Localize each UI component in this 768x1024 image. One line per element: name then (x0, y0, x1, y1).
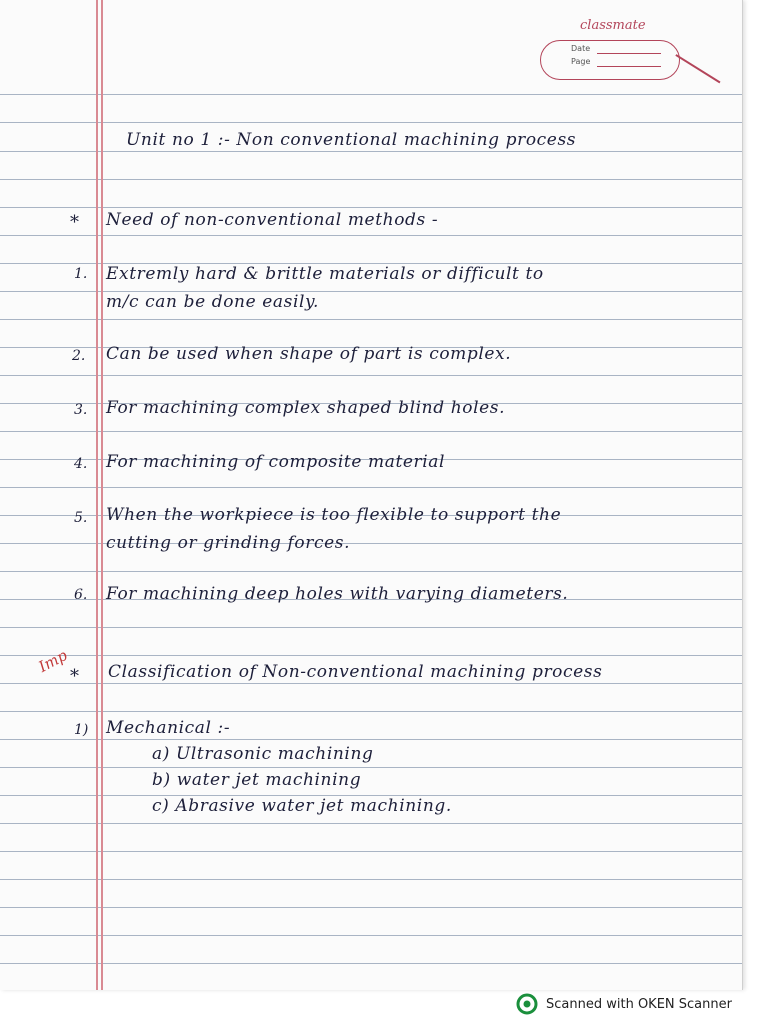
scanner-logo-icon (516, 993, 538, 1015)
point-number: 1. (74, 266, 88, 282)
point-text: For machining complex shaped blind holes. (106, 398, 506, 418)
point-number: 3. (74, 402, 88, 418)
ruled-line (0, 711, 742, 712)
ruled-line (0, 739, 742, 740)
page-label: Page (571, 57, 591, 66)
point-text: Extremly hard & brittle materials or difficult to (106, 264, 544, 284)
stamp-decoration (676, 54, 721, 83)
point-number: 1) (74, 722, 89, 738)
margin-line (96, 0, 98, 990)
date-page-stamp (540, 40, 680, 80)
ruled-line (0, 571, 742, 572)
ruled-line (0, 235, 742, 236)
date-label: Date (571, 44, 591, 53)
ruled-line (0, 431, 742, 432)
point-text: For machining of composite material (106, 452, 446, 472)
point-text: cutting or grinding forces. (106, 533, 351, 553)
ruled-line (0, 179, 742, 180)
ruled-line (0, 207, 742, 208)
point-text: m/c can be done easily. (106, 292, 320, 312)
point-text: For machining deep holes with varying diameters. (106, 584, 569, 604)
page-title: Unit no 1 :- Non conventional machining process (126, 130, 577, 150)
brand-logo: classmate (580, 18, 646, 33)
margin-line (101, 0, 103, 990)
classification-item: b) water jet machining (152, 770, 362, 790)
scanner-watermark (516, 990, 768, 1018)
ruled-line (0, 487, 742, 488)
date-line (597, 53, 661, 54)
scanner-text: Scanned with OKEN Scanner (546, 996, 732, 1012)
classification-item: a) Ultrasonic machining (152, 744, 374, 764)
ruled-line (0, 151, 742, 152)
point-number: 5. (74, 510, 88, 526)
ruled-line (0, 851, 742, 852)
section-heading-classification: Classification of Non-conventional machining process (108, 662, 603, 682)
asterisk-marker: * (70, 666, 79, 687)
ruled-line (0, 683, 742, 684)
asterisk-marker: * (70, 212, 79, 233)
ruled-line (0, 375, 742, 376)
ruled-line (0, 122, 742, 123)
ruled-line (0, 879, 742, 880)
ruled-line (0, 823, 742, 824)
ruled-line (0, 319, 742, 320)
ruled-line (0, 935, 742, 936)
page-line (597, 66, 661, 67)
point-text: Can be used when shape of part is complex. (106, 344, 512, 364)
ruled-line (0, 627, 742, 628)
ruled-line (0, 767, 742, 768)
classification-heading: Mechanical :- (106, 718, 231, 738)
ruled-line (0, 907, 742, 908)
point-number: 6. (74, 587, 88, 603)
section-heading-need: Need of non-conventional methods - (106, 210, 439, 230)
ruled-line (0, 94, 742, 95)
ruled-line (0, 655, 742, 656)
ruled-line (0, 963, 742, 964)
classification-item: c) Abrasive water jet machining. (152, 796, 452, 816)
point-number: 2. (72, 348, 86, 364)
point-text: When the workpiece is too flexible to support the (106, 505, 562, 525)
point-number: 4. (74, 456, 88, 472)
important-mark: Imp (35, 646, 71, 676)
